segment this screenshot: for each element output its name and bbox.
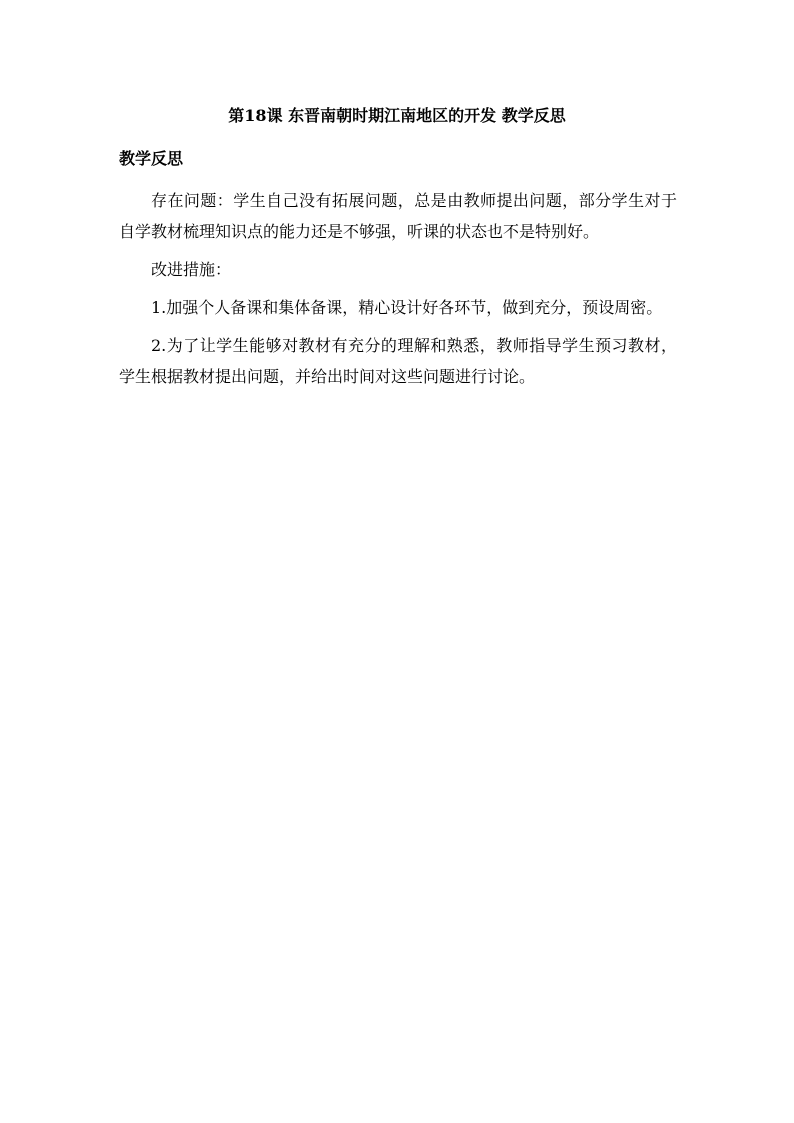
paragraph-problems: 存在问题：学生自己没有拓展问题，总是由教师提出问题，部分学生对于自学教材梳理知识点的能力还是不够强，听课的状态也不是特别好。 [119, 191, 677, 241]
paragraph-measure-2: 2.为了让学生能够对教材有充分的理解和熟悉，教师指导学生预习教材，学生根据教材提出问题，并给出时间对这些问题进行讨论。 [119, 336, 677, 386]
paragraph-measure-1: 1.加强个人备课和集体备课，精心设计好各环节，做到充分，预设周密。 [151, 298, 663, 317]
document-title: 第18课 东晋南朝时期江南地区的开发 教学反思 [228, 106, 566, 125]
document-body [119, 185, 677, 399]
section-heading: 教学反思 [119, 149, 184, 168]
paragraph-measures-heading: 改进措施： [151, 260, 232, 279]
